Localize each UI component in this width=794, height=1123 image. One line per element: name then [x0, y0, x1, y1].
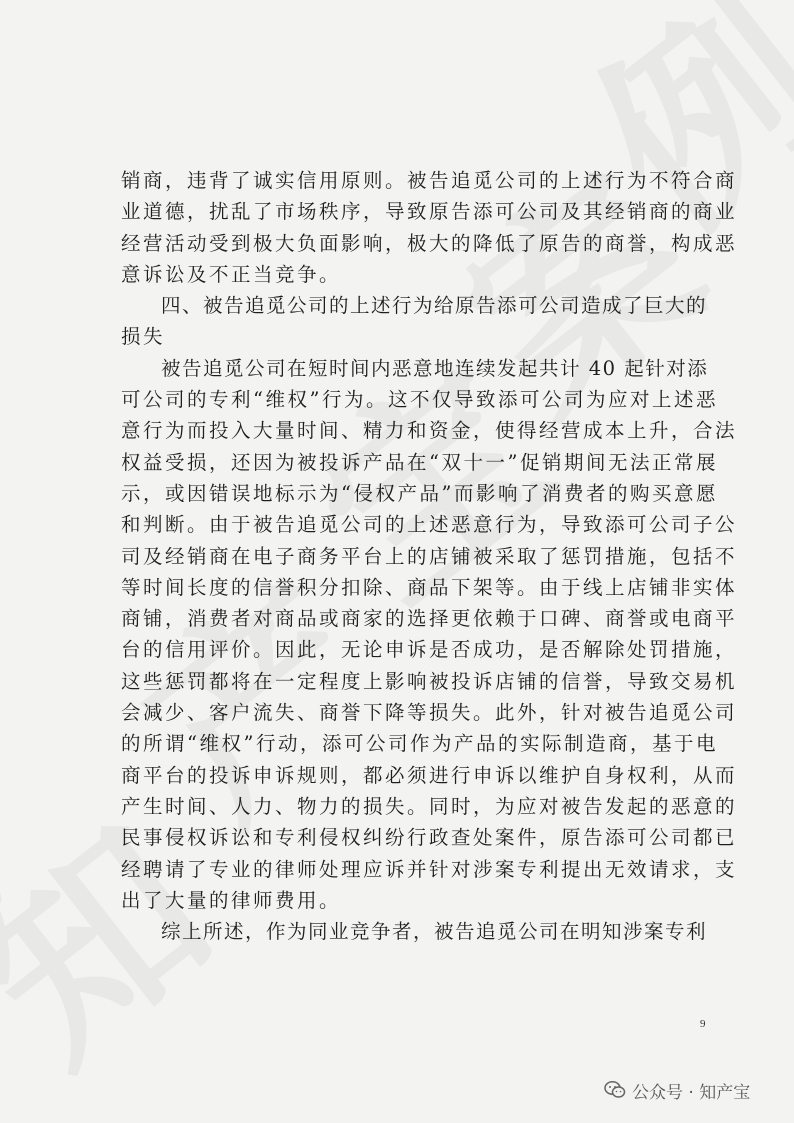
text-line: 出了大量的律师费用。 [121, 888, 342, 912]
text-line: 意诉讼及不正当竞争。 [121, 262, 342, 286]
section-heading: 四、被告追觅公司的上述行为给原告添可公司造成了巨大的 [161, 294, 708, 318]
wechat-icon [604, 1080, 626, 1100]
text-line: 会减少、客户流失、商誉下降等损失。此外，针对被告追觅公司 [121, 701, 738, 725]
text-line: 可公司的专利“维权”行为。这不仅导致添可公司为应对上述恶 [121, 388, 718, 412]
text-line: 销商，违背了诚实信用原则。被告追觅公司的上述行为不符合商 [121, 169, 738, 192]
text-line: 的所谓“维权”行动，添可公司作为产品的实际制造商，基于电 [121, 732, 718, 756]
footer-label: 公众号 · 知产宝 [632, 1082, 751, 1103]
page-number: 9 [700, 1018, 706, 1030]
text-line: 经聘请了专业的律师处理应诉并针对涉案专利提出无效请求，支 [121, 857, 738, 881]
text-line: 这些惩罚都将在一定程度上影响被投诉店铺的信誉，导致交易机 [121, 669, 738, 693]
text-line: 和判断。由于被告追觅公司的上述恶意行为，导致添可公司子公 [121, 513, 738, 537]
text-line: 示，或因错误地标示为“侵权产品”而影响了消费者的购买意愿 [121, 481, 718, 505]
text-line: 等时间长度的信誉积分扣除、商品下架等。由于线上店铺非实体 [121, 575, 738, 599]
text-line: 业道德，扰乱了市场秩序，导致原告添可公司及其经销商的商业 [121, 200, 738, 224]
text-line: 产生时间、人力、物力的损失。同时，为应对被告发起的恶意的 [121, 794, 738, 818]
section-heading-continuation: 损失 [121, 325, 166, 349]
text-line: 经营活动受到极大负面影响，极大的降低了原告的商誉，构成恶 [121, 231, 738, 255]
footer-brand [604, 1076, 750, 1104]
document-body [121, 165, 738, 947]
paragraph-start: 综上所述，作为同业竞争者，被告追觅公司在明知涉案专利 [161, 920, 708, 944]
text-line: 台的信用评价。因此，无论申诉是否成功，是否解除处罚措施， [121, 638, 738, 662]
text-line: 司及经销商在电子商务平台上的店铺被采取了惩罚措施，包括不 [121, 544, 738, 568]
text-line: 民事侵权诉讼和专利侵权纠纷行政查处案件，原告添可公司都已 [121, 826, 738, 850]
text-line: 商平台的投诉申诉规则，都必须进行申诉以维护自身权利，从而 [121, 763, 738, 787]
text-line: 商铺，消费者对商品或商家的选择更依赖于口碑、商誉或电商平 [121, 607, 738, 631]
paragraph-start: 被告追觅公司在短时间内恶意地连续发起共计 40 起针对添 [161, 356, 709, 380]
text-line: 意行为而投入大量时间、精力和资金，使得经营成本上升，合法 [121, 419, 738, 443]
text-line: 权益受损，还因为被投诉产品在“双十一”促销期间无法正常展 [121, 450, 718, 474]
